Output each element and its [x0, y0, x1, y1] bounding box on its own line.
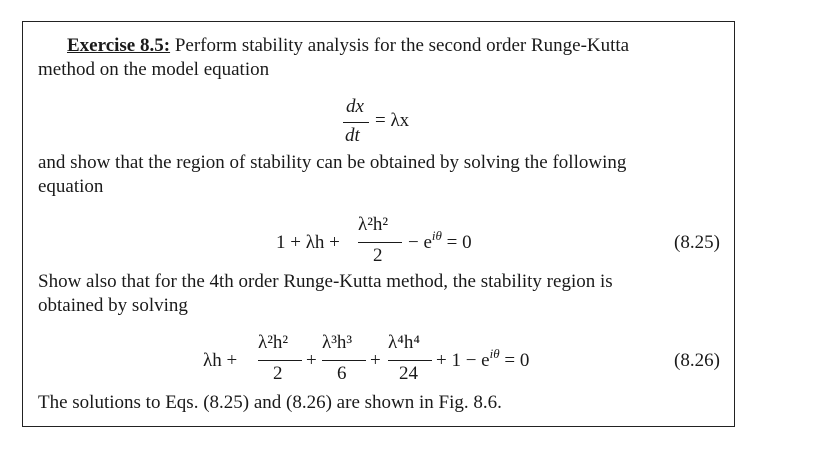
eq826-numerator-3: λ⁴h⁴ — [388, 332, 420, 353]
eq825-numerator: λ²h² — [358, 214, 389, 235]
eq825-exponent: iθ — [431, 228, 442, 243]
model-eq-denominator: dt — [345, 125, 360, 146]
eq826-lead: λh + — [203, 350, 238, 371]
exercise-line-5: Show also that for the 4th order Runge-Kutta method, the stability region is — [38, 271, 613, 292]
eq825-fraction-bar — [358, 242, 402, 243]
eq826-fraction-bar-3 — [388, 360, 432, 361]
eq826-tail — [436, 346, 530, 373]
eq826-numerator-2: λ³h³ — [322, 332, 353, 353]
eq825-number: (8.25) — [674, 232, 720, 253]
eq825-lead: 1 + λh + — [276, 232, 340, 253]
eq826-numerator-1: λ²h² — [258, 332, 289, 353]
exercise-line-6: obtained by solving — [38, 295, 188, 316]
eq826-fraction-bar-1 — [258, 360, 302, 361]
eq825-tail-text: − e — [408, 232, 432, 253]
eq825-denominator: 2 — [373, 245, 383, 266]
eq826-end: = 0 — [504, 350, 530, 371]
model-eq-rhs: = λx — [375, 110, 410, 131]
eq825-end: = 0 — [446, 232, 472, 253]
eq826-plus-1: + — [306, 350, 317, 371]
exercise-line-7: The solutions to Eqs. (8.25) and (8.26) are shown in Fig. 8.6. — [38, 392, 502, 413]
exercise-line-3: and show that the region of stability can be obtained by solving the following — [38, 152, 627, 173]
eq826-fraction-bar-2 — [322, 360, 366, 361]
eq826-denominator-2: 6 — [337, 363, 347, 384]
eq826-denominator-3: 24 — [399, 363, 418, 384]
exercise-line-4: equation — [38, 176, 104, 197]
eq826-denominator-1: 2 — [273, 363, 283, 384]
eq826-exponent: iθ — [489, 346, 500, 361]
model-eq-fraction-bar — [343, 122, 369, 123]
eq826-number: (8.26) — [674, 350, 720, 371]
eq825-tail — [408, 228, 472, 255]
exercise-line-1 — [67, 35, 629, 57]
eq826-tail-text: + 1 − e — [436, 350, 490, 371]
exercise-line-1-text: Perform stability analysis for the second order Runge-Kutta — [174, 35, 630, 56]
eq826-plus-2: + — [370, 350, 381, 371]
exercise-title: Exercise 8.5: — [67, 35, 171, 56]
model-eq-numerator: dx — [346, 96, 364, 117]
exercise-line-2: method on the model equation — [38, 59, 270, 80]
